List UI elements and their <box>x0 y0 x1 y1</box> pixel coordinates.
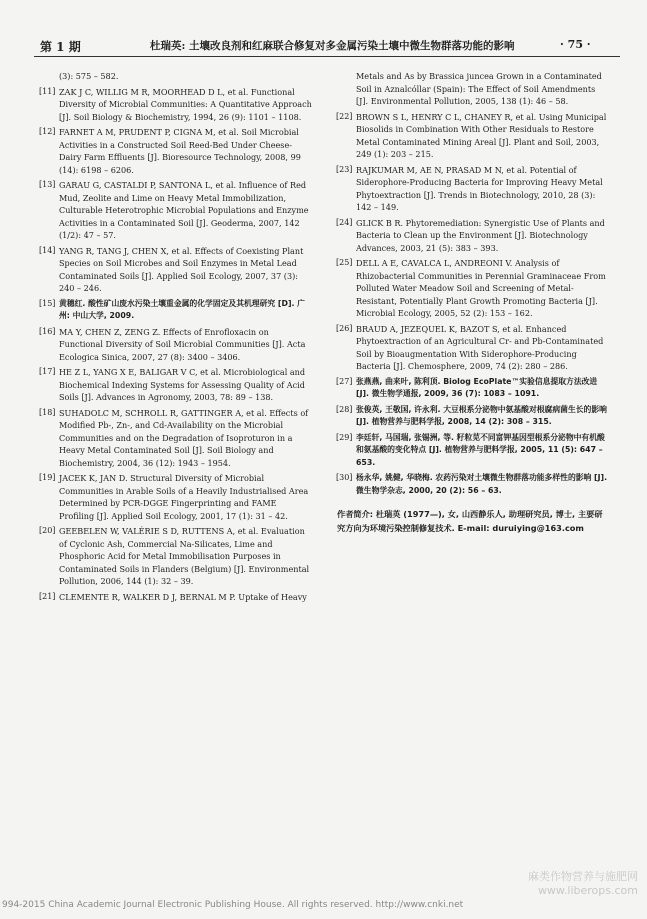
reference-item <box>337 404 609 429</box>
watermark-line: www.liberops.com <box>537 884 638 897</box>
reference-number: [29] <box>336 432 353 442</box>
reference-number: [27] <box>336 376 353 386</box>
reference-text: 黄穗红. 酸性矿山废水污染土壤重金属的化学固定及其机理研究 [D]. 广州: 中山大学, 2009. <box>59 298 305 320</box>
reference-number: [23] <box>336 164 353 174</box>
reference-item <box>40 86 312 124</box>
reference-item <box>337 257 609 320</box>
reference-text: RAJKUMAR M, AE N, PRASAD M N, et al. Potential of Siderophore-Producing Bacteria for Improving Heavy Metal Phytoextraction [J]. Trends in Biotechnology, 2010, 28 (3): 142 – 149. <box>356 164 603 212</box>
reference-continuation: (3): 575 – 582. <box>59 71 119 81</box>
reference-item <box>40 179 312 242</box>
reference-item <box>40 126 312 176</box>
reference-number: [17] <box>39 367 56 376</box>
reference-text: YANG R, TANG J, CHEN X, et al. Effects of Coexisting Plant Species on Soil Microbes and Soil Enzymes in Metal Lead Contaminated Soils [J]. Applied Soil Ecology, 2007, 37 (3): 240 – 246. <box>59 245 304 293</box>
reference-item <box>40 591 312 604</box>
reference-item <box>337 323 609 373</box>
reference-text: 杨永华, 姚健, 华晓梅. 农药污染对土壤微生物群落功能多样性的影响 [J]. 微生物学杂志, 2000, 20 (2): 56 – 63. <box>356 473 608 495</box>
reference-item <box>337 376 609 401</box>
reference-text: 张俊英, 王敬国, 许永利. 大豆根系分泌物中氨基酸对根腐病菌生长的影响 [J]. 植物营养与肥料学报, 2008, 14 (2): 308 – 315. <box>356 404 607 426</box>
reference-number: [18] <box>39 407 56 417</box>
reference-item <box>40 472 312 522</box>
reference-text: ZAK J C, WILLIG M R, MOORHEAD D L, et al. Functional Diversity of Microbial Communities: A Quantitative Approach [J]. Soil Biology & Biochemistry, 1994, 26 (9): 1101 – 1108. <box>59 86 312 122</box>
reference-number: [28] <box>336 404 353 414</box>
reference-number: [30] <box>336 473 353 482</box>
reference-text: SUHADOLC M, SCHROLL R, GATTINGER A, et al. Effects of Modified Pb-, Zn-, and Cd-Availability on the Microbial Communities and on the Degradation of Isoproturon in a Heavy Metal Contaminated Soil [J]. Soil Biology and Biochemistry, 2004, 36 (12): 1943 – 1954. <box>59 407 309 468</box>
copyright-line: 994-2015 China Academic Journal Electronic Publishing House. All rights reserved. http://www.cnki.net <box>2 900 464 910</box>
reference-number: [26] <box>336 323 353 333</box>
reference-number: [24] <box>336 217 353 227</box>
issue-number: 第 1 期 <box>40 40 81 54</box>
reference-item <box>337 164 609 214</box>
reference-text: GARAU G, CASTALDI P, SANTONA L, et al. Influence of Red Mud, Zeolite and Lime on Heavy Metal Immobilization, Culturable Heterotrophic Microbial Populations and Enzyme Activities in a Contaminated Soil [J]. Geoderma, 2007, 142 (1/2): 47 – 57. <box>59 180 309 240</box>
reference-continuation: Metals and As by Brassica juncea Grown in a Contaminated Soil in Aznalcóllar (Spain): The Effect of Soil Amendments [J]. Environmental Pollution, 2005, 138 (1): 46 – 58. <box>356 71 602 106</box>
reference-number: [16] <box>39 326 56 336</box>
reference-number: [11] <box>39 86 56 96</box>
reference-text: JACEK K, JAN D. Structural Diversity of Microbial Communities in Arable Soils of a Heavily Industrialised Area Determined by PCR-DGGE Fingerprinting and FAME Profiling [J]. Applied Soil Ecology, 2001, 17 (1): 31 – 42. <box>59 473 309 521</box>
reference-text: GEEBELEN W, VALÉRIE S D, RUTTENS A, et al. Evaluation of Cyclonic Ash, Commercial Na-Silicates, Lime and Phosphoric Acid for Metal Immobilisation Purposes in Contaminated Soils in Flanders (Belgium) [J]. Environmental Pollution, 2006, 144 (1): 32 – 39. <box>59 526 310 586</box>
reference-text: DELL A E, CAVALCA L, ANDREONI V. Analysis of Rhizobacterial Communities in Perennial Graminaceae From Polluted Water Meadow Soil and Screening of Metal-Resistant, Potentially Plant Growth Promoting Bacteria [J]. Microbial Ecology, 2005, 52 (2): 153 – 162. <box>356 258 606 318</box>
page-footer <box>0 870 647 918</box>
reference-item <box>337 472 609 497</box>
reference-number: [15] <box>39 298 56 308</box>
reference-number: [21] <box>39 591 56 601</box>
running-title: 杜瑞英: 土壤改良剂和红麻联合修复对多金属污染土壤中微生物群落功能的影响 <box>150 40 515 52</box>
reference-number: [22] <box>336 111 353 121</box>
watermark-line: 麻类作物营养与施肥网 <box>528 870 638 883</box>
author-biography: 作者简介: 杜瑞英 (1977—), 女, 山西静乐人, 助理研究员, 博士, 主要研究方向为环境污染控制修复技术. E-mail: duruiying@163.com <box>337 509 603 533</box>
reference-text: FARNET A M, PRUDENT P, CIGNA M, et al. Soil Microbial Activities in a Constructed Soil Reed-Bed Under Cheese-Dairy Farm Effluents [J]. Bioresource Technology, 2008, 99 (14): 6198 – 6206. <box>59 127 301 175</box>
reference-number: [19] <box>39 473 56 482</box>
reference-text: 李廷轩, 马国瑞, 张锡洲, 等. 籽粒苋不同富钾基因型根系分泌物中有机酸和氨基酸的变化特点 [J]. 植物营养与肥料学报, 2005, 11 (5): 647 – 653. <box>356 432 605 467</box>
reference-item <box>40 525 312 588</box>
reference-item <box>40 366 312 404</box>
reference-text: HE Z L, YANG X E, BALIGAR V C, et al. Microbiological and Biochemical Indexing Systems for Assessing Quality of Acid Soils [J]. Advances in Agronomy, 2003, 78: 89 – 138. <box>59 367 306 402</box>
reference-item <box>40 245 312 295</box>
page-header <box>0 0 647 60</box>
reference-item <box>337 432 609 470</box>
page-number: · 75 · <box>560 38 591 51</box>
reference-text: GLICK B R. Phytoremediation: Synergistic Use of Plants and Bacteria to Clean up the Environment [J]. Biotechnology Advances, 2003, 21 (5): 383 – 393. <box>356 217 605 253</box>
reference-item <box>337 111 609 161</box>
right-column <box>337 70 609 535</box>
reference-text: 张燕燕, 曲来叶, 陈利顶. Biolog EcoPlate™实验信息提取方法改进 [J]. 微生物学通报, 2009, 36 (7): 1083 – 1091. <box>356 376 598 398</box>
watermark <box>508 870 638 898</box>
reference-text: BRAUD A, JEZEQUEL K, BAZOT S, et al. Enhanced Phytoextraction of an Agricultural Cr- and Pb-Contaminated Soil by Bioaugmentation With Siderophore-Producing Bacteria [J]. Chemosphere, 2009, 74 (2): 280 – 286. <box>356 323 604 371</box>
reference-text: CLEMENTE R, WALKER D J, BERNAL M P. Uptake of Heavy <box>59 591 307 602</box>
reference-text: MA Y, CHEN Z, ZENG Z. Effects of Enrofloxacin on Functional Diversity of Soil Microbial Communities [J]. Acta Ecologica Sinica, 2007, 27 (8): 3400 – 3406. <box>59 326 306 362</box>
reference-number: [25] <box>336 258 353 267</box>
reference-item <box>40 407 312 470</box>
reference-number: [12] <box>39 127 56 136</box>
reference-text: BROWN S L, HENRY C L, CHANEY R, et al. Using Municipal Biosolids in Combination With Other Residuals to Restore Metal Contaminated Mining Areal [J]. Plant and Soil, 2003, 249 (1): 203 – 215. <box>356 111 607 159</box>
reference-item <box>337 217 609 255</box>
reference-item <box>40 298 312 323</box>
left-column <box>40 70 312 606</box>
reference-number: [20] <box>39 526 56 535</box>
reference-number: [14] <box>39 245 56 255</box>
header-rule <box>34 56 620 57</box>
reference-number: [13] <box>39 180 56 189</box>
reference-item <box>40 326 312 364</box>
